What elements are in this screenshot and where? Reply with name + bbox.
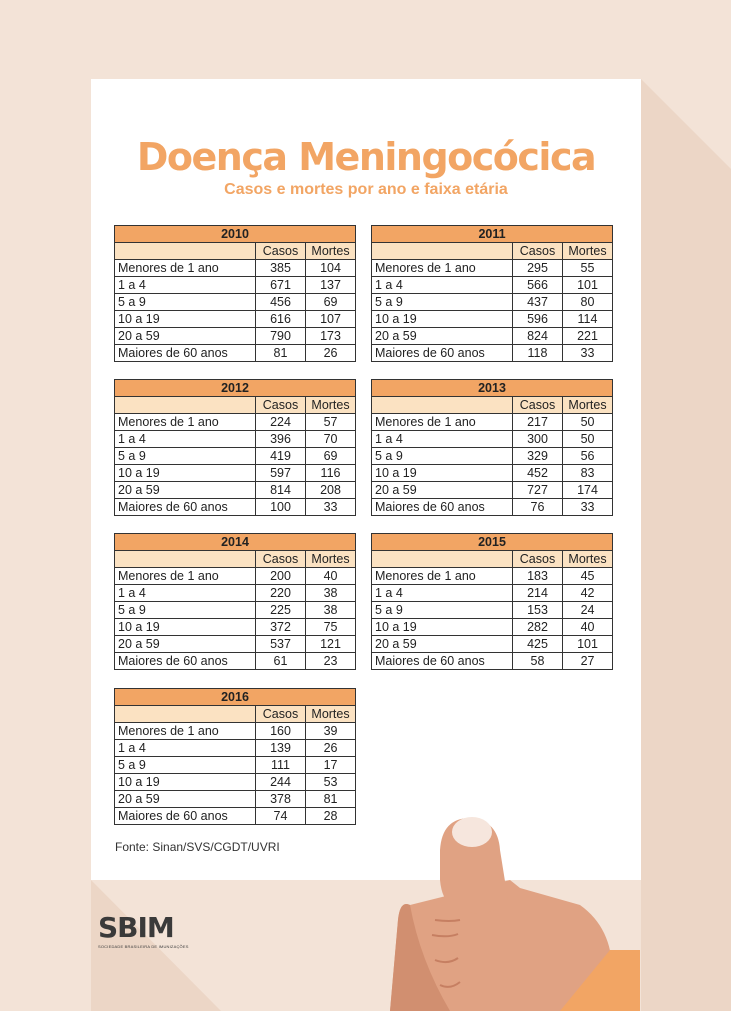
mortes-value: 33 [563, 345, 613, 362]
year-table-2013 [371, 379, 613, 516]
table-row [115, 294, 356, 311]
age-group-label: 10 a 19 [372, 619, 513, 636]
column-header-mortes: Mortes [563, 397, 613, 414]
table-year-header: 2013 [372, 380, 613, 397]
page-title: Doença Meningocócica [136, 135, 596, 179]
age-group-label: Menores de 1 ano [115, 260, 256, 277]
age-group-label: 10 a 19 [115, 311, 256, 328]
age-group-label: 20 a 59 [372, 636, 513, 653]
casos-value: 58 [513, 653, 563, 670]
casos-value: 217 [513, 414, 563, 431]
table-row [372, 311, 613, 328]
table-row [115, 311, 356, 328]
casos-value: 153 [513, 602, 563, 619]
table-row [115, 757, 356, 774]
age-group-label: Menores de 1 ano [372, 414, 513, 431]
table-row [115, 653, 356, 670]
logo-text: SBIM [98, 911, 174, 944]
age-group-label: 10 a 19 [115, 619, 256, 636]
mortes-value: 81 [306, 791, 356, 808]
age-group-label: 10 a 19 [115, 774, 256, 791]
mortes-value: 23 [306, 653, 356, 670]
table-row [115, 740, 356, 757]
mortes-value: 26 [306, 345, 356, 362]
casos-value: 300 [513, 431, 563, 448]
mortes-value: 114 [563, 311, 613, 328]
year-table-2016 [114, 688, 356, 825]
mortes-value: 27 [563, 653, 613, 670]
mortes-value: 24 [563, 602, 613, 619]
age-group-label: 20 a 59 [115, 482, 256, 499]
mortes-value: 33 [563, 499, 613, 516]
column-header-mortes: Mortes [306, 397, 356, 414]
table-row [372, 465, 613, 482]
table-row [372, 568, 613, 585]
year-table-2014 [114, 533, 356, 670]
table-row [372, 448, 613, 465]
mortes-value: 221 [563, 328, 613, 345]
mortes-value: 121 [306, 636, 356, 653]
casos-value: 295 [513, 260, 563, 277]
casos-value: 456 [256, 294, 306, 311]
age-group-label: 1 a 4 [115, 740, 256, 757]
mortes-value: 70 [306, 431, 356, 448]
casos-value: 61 [256, 653, 306, 670]
hand-illustration [380, 810, 640, 1011]
casos-value: 671 [256, 277, 306, 294]
casos-value: 244 [256, 774, 306, 791]
mortes-value: 40 [563, 619, 613, 636]
table-year-header: 2010 [115, 226, 356, 243]
table-row [115, 585, 356, 602]
header-blank-cell [115, 397, 256, 414]
casos-value: 139 [256, 740, 306, 757]
column-header-mortes: Mortes [563, 243, 613, 260]
mortes-value: 104 [306, 260, 356, 277]
mortes-value: 174 [563, 482, 613, 499]
column-header-casos: Casos [513, 397, 563, 414]
casos-value: 396 [256, 431, 306, 448]
age-group-label: 5 a 9 [115, 448, 256, 465]
age-group-label: 1 a 4 [115, 277, 256, 294]
age-group-label: 20 a 59 [372, 328, 513, 345]
age-group-label: Maiores de 60 anos [372, 499, 513, 516]
table-row [115, 345, 356, 362]
casos-value: 727 [513, 482, 563, 499]
column-header-casos: Casos [256, 397, 306, 414]
year-table-2012 [114, 379, 356, 516]
mortes-value: 173 [306, 328, 356, 345]
table-row [115, 448, 356, 465]
table-row [372, 294, 613, 311]
casos-value: 616 [256, 311, 306, 328]
table-row [372, 260, 613, 277]
header-blank-cell [115, 706, 256, 723]
table-row [372, 414, 613, 431]
casos-value: 225 [256, 602, 306, 619]
mortes-value: 56 [563, 448, 613, 465]
table-row [115, 808, 356, 825]
casos-value: 100 [256, 499, 306, 516]
table-row [115, 277, 356, 294]
casos-value: 76 [513, 499, 563, 516]
mortes-value: 39 [306, 723, 356, 740]
age-group-label: 10 a 19 [372, 465, 513, 482]
mortes-value: 101 [563, 636, 613, 653]
casos-value: 220 [256, 585, 306, 602]
casos-value: 425 [513, 636, 563, 653]
age-group-label: Menores de 1 ano [115, 723, 256, 740]
casos-value: 200 [256, 568, 306, 585]
table-row [115, 791, 356, 808]
year-table-2015 [371, 533, 613, 670]
mortes-value: 208 [306, 482, 356, 499]
table-row [372, 619, 613, 636]
casos-value: 452 [513, 465, 563, 482]
age-group-label: 5 a 9 [115, 602, 256, 619]
age-group-label: Menores de 1 ano [115, 568, 256, 585]
sbim-logo [98, 911, 198, 954]
header-blank-cell [372, 243, 513, 260]
table-row [115, 260, 356, 277]
age-group-label: Maiores de 60 anos [372, 345, 513, 362]
casos-value: 566 [513, 277, 563, 294]
age-group-label: Menores de 1 ano [115, 414, 256, 431]
age-group-label: Maiores de 60 anos [115, 808, 256, 825]
age-group-label: 10 a 19 [372, 311, 513, 328]
casos-value: 437 [513, 294, 563, 311]
table-row [372, 277, 613, 294]
casos-value: 118 [513, 345, 563, 362]
mortes-value: 42 [563, 585, 613, 602]
table-row [115, 328, 356, 345]
casos-value: 372 [256, 619, 306, 636]
column-header-mortes: Mortes [563, 551, 613, 568]
casos-value: 111 [256, 757, 306, 774]
age-group-label: Maiores de 60 anos [115, 345, 256, 362]
table-row [115, 465, 356, 482]
casos-value: 385 [256, 260, 306, 277]
column-header-mortes: Mortes [306, 243, 356, 260]
year-table-2010 [114, 225, 356, 362]
column-header-casos: Casos [256, 551, 306, 568]
column-header-casos: Casos [513, 551, 563, 568]
age-group-label: 1 a 4 [372, 277, 513, 294]
mortes-value: 38 [306, 585, 356, 602]
casos-value: 160 [256, 723, 306, 740]
header-blank-cell [115, 243, 256, 260]
age-group-label: 10 a 19 [115, 465, 256, 482]
mortes-value: 57 [306, 414, 356, 431]
age-group-label: 5 a 9 [372, 448, 513, 465]
table-row [115, 619, 356, 636]
mortes-value: 53 [306, 774, 356, 791]
age-group-label: 20 a 59 [115, 636, 256, 653]
mortes-value: 38 [306, 602, 356, 619]
age-group-label: 1 a 4 [372, 585, 513, 602]
header-blank-cell [115, 551, 256, 568]
age-group-label: 5 a 9 [372, 294, 513, 311]
column-header-casos: Casos [256, 706, 306, 723]
mortes-value: 26 [306, 740, 356, 757]
table-year-header: 2016 [115, 689, 356, 706]
mortes-value: 137 [306, 277, 356, 294]
casos-value: 74 [256, 808, 306, 825]
logo-tagline: SOCIEDADE BRASILEIRA DE IMUNIZAÇÕES [98, 944, 189, 949]
table-year-header: 2012 [115, 380, 356, 397]
table-row [372, 431, 613, 448]
table-row [115, 636, 356, 653]
age-group-label: 1 a 4 [115, 585, 256, 602]
header-blank-cell [372, 397, 513, 414]
table-row [115, 431, 356, 448]
age-group-label: 20 a 59 [372, 482, 513, 499]
mortes-value: 69 [306, 294, 356, 311]
page-subtitle: Casos e mortes por ano e faixa etária [224, 181, 508, 198]
casos-value: 183 [513, 568, 563, 585]
mortes-value: 40 [306, 568, 356, 585]
casos-value: 329 [513, 448, 563, 465]
table-row [372, 636, 613, 653]
mortes-value: 50 [563, 414, 613, 431]
table-year-header: 2014 [115, 534, 356, 551]
age-group-label: Maiores de 60 anos [115, 653, 256, 670]
paper-sheet [91, 79, 641, 880]
year-table-2011 [371, 225, 613, 362]
table-row [372, 585, 613, 602]
casos-value: 224 [256, 414, 306, 431]
table-row [372, 499, 613, 516]
mortes-value: 28 [306, 808, 356, 825]
casos-value: 790 [256, 328, 306, 345]
mortes-value: 107 [306, 311, 356, 328]
mortes-value: 75 [306, 619, 356, 636]
mortes-value: 69 [306, 448, 356, 465]
table-row [372, 482, 613, 499]
column-header-casos: Casos [256, 243, 306, 260]
mortes-value: 45 [563, 568, 613, 585]
table-row [115, 482, 356, 499]
age-group-label: 1 a 4 [115, 431, 256, 448]
table-row [115, 602, 356, 619]
mortes-value: 101 [563, 277, 613, 294]
table-row [372, 345, 613, 362]
mortes-value: 50 [563, 431, 613, 448]
age-group-label: Menores de 1 ano [372, 260, 513, 277]
table-row [372, 328, 613, 345]
mortes-value: 55 [563, 260, 613, 277]
casos-value: 814 [256, 482, 306, 499]
casos-value: 824 [513, 328, 563, 345]
casos-value: 214 [513, 585, 563, 602]
mortes-value: 83 [563, 465, 613, 482]
casos-value: 596 [513, 311, 563, 328]
column-header-mortes: Mortes [306, 706, 356, 723]
age-group-label: Maiores de 60 anos [372, 653, 513, 670]
age-group-label: 5 a 9 [372, 602, 513, 619]
casos-value: 537 [256, 636, 306, 653]
casos-value: 419 [256, 448, 306, 465]
casos-value: 282 [513, 619, 563, 636]
age-group-label: Maiores de 60 anos [115, 499, 256, 516]
age-group-label: Menores de 1 ano [372, 568, 513, 585]
table-row [115, 723, 356, 740]
table-year-header: 2015 [372, 534, 613, 551]
table-row [115, 774, 356, 791]
column-header-mortes: Mortes [306, 551, 356, 568]
mortes-value: 17 [306, 757, 356, 774]
mortes-value: 33 [306, 499, 356, 516]
table-row [372, 602, 613, 619]
mortes-value: 116 [306, 465, 356, 482]
table-year-header: 2011 [372, 226, 613, 243]
casos-value: 81 [256, 345, 306, 362]
age-group-label: 1 a 4 [372, 431, 513, 448]
header-blank-cell [372, 551, 513, 568]
table-row [115, 568, 356, 585]
source-note: Fonte: Sinan/SVS/CGDT/UVRI [115, 840, 280, 854]
table-row [115, 499, 356, 516]
casos-value: 597 [256, 465, 306, 482]
age-group-label: 5 a 9 [115, 757, 256, 774]
table-row [115, 414, 356, 431]
mortes-value: 80 [563, 294, 613, 311]
table-row [372, 653, 613, 670]
casos-value: 378 [256, 791, 306, 808]
age-group-label: 20 a 59 [115, 791, 256, 808]
age-group-label: 5 a 9 [115, 294, 256, 311]
age-group-label: 20 a 59 [115, 328, 256, 345]
column-header-casos: Casos [513, 243, 563, 260]
